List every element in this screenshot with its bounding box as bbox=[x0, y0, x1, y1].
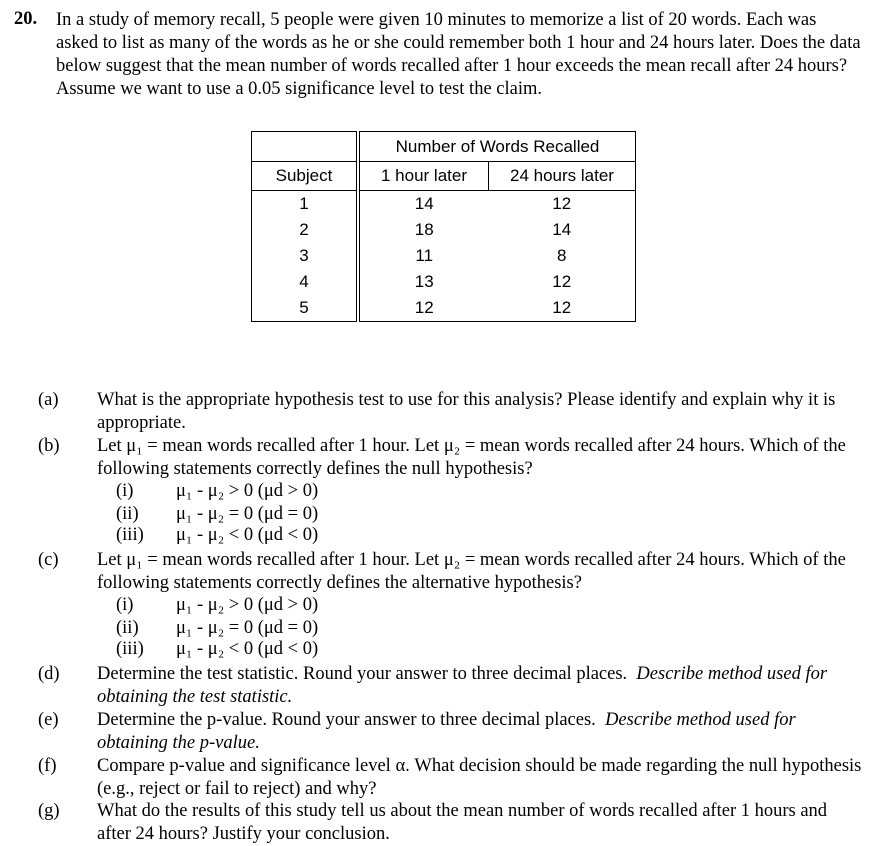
table-group-header: Number of Words Recalled bbox=[358, 132, 636, 162]
table-header-1h: 1 hour later bbox=[358, 162, 489, 191]
part-d-italic: Describe method used for obtaining the test statistic. bbox=[97, 664, 828, 707]
part-f-label: (f) bbox=[38, 756, 57, 776]
part-e-italic: Describe method used for obtaining the p-value. bbox=[97, 710, 796, 753]
part-c-option-expr: μ₁ - μ₂ > 0 (μd > 0) bbox=[176, 595, 319, 615]
part-b-option-label: (i) bbox=[116, 481, 134, 501]
cell-subject: 4 bbox=[252, 269, 359, 295]
table-row bbox=[252, 191, 636, 218]
part-g-label: (g) bbox=[38, 801, 60, 821]
cell-24h: 12 bbox=[552, 272, 572, 291]
cell-1h: 13 bbox=[414, 272, 434, 291]
part-a-label: (a) bbox=[38, 390, 59, 410]
table-header-subject: Subject bbox=[252, 162, 359, 191]
part-c-option-expr: μ₁ - μ₂ < 0 (μd < 0) bbox=[176, 639, 319, 659]
part-g-text: What do the results of this study tell us about the mean number of words recalled after 1 hours and after 24 hours? Justify your conclusion. bbox=[97, 801, 828, 844]
cell-24h: 12 bbox=[552, 194, 572, 213]
part-c-label: (c) bbox=[38, 550, 59, 570]
table-corner-cell bbox=[252, 132, 359, 162]
data-table bbox=[251, 131, 636, 322]
part-a-text: What is the appropriate hypothesis test to use for this analysis? Please identify and explain why it is appropriate. bbox=[97, 390, 836, 433]
part-c-text: Let μ₁ = mean words recalled after 1 hour. Let μ₂ = mean words recalled after 24 hours. Which of the following statements correctly defines the alternative hypothesis? bbox=[97, 550, 846, 593]
table-row bbox=[252, 243, 636, 269]
cell-24h: 8 bbox=[557, 246, 567, 265]
cell-24h: 12 bbox=[552, 298, 572, 317]
part-b-option-expr: μ₁ - μ₂ < 0 (μd < 0) bbox=[176, 525, 319, 545]
cell-subject: 3 bbox=[252, 243, 359, 269]
part-b-option-expr: μ₁ - μ₂ = 0 (μd = 0) bbox=[176, 504, 319, 524]
question-number: 20. bbox=[14, 9, 38, 29]
table-row bbox=[252, 269, 636, 295]
part-c-option-label: (iii) bbox=[116, 639, 144, 659]
part-b-text: Let μ₁ = mean words recalled after 1 hour. Let μ₂ = mean words recalled after 24 hours. Which of the following statements correctly defines the null hypothesis? bbox=[97, 436, 846, 479]
cell-1h: 12 bbox=[414, 298, 434, 317]
table-row bbox=[252, 295, 636, 322]
part-b-label: (b) bbox=[38, 436, 60, 456]
part-f-text: Compare p-value and significance level α. What decision should be made regarding the null hypothesis (e.g., reject or fail to reject) and why? bbox=[97, 756, 862, 799]
part-e-label: (e) bbox=[38, 710, 59, 730]
part-e-text: Determine the p-value. Round your answer to three decimal places. bbox=[97, 710, 596, 730]
part-c-option-label: (i) bbox=[116, 595, 134, 615]
part-b-option-expr: μ₁ - μ₂ > 0 (μd > 0) bbox=[176, 481, 319, 501]
part-c-option-label: (ii) bbox=[116, 618, 139, 638]
part-b-option-label: (ii) bbox=[116, 504, 139, 524]
cell-1h: 18 bbox=[414, 220, 434, 239]
cell-1h: 11 bbox=[415, 246, 434, 265]
question-text: In a study of memory recall, 5 people were given 10 minutes to memorize a list of 20 words. Each was asked to list as many of the words as he or she could remember both 1 hour and 24 hours later. Does the data below suggest that the mean number of words recalled after 1 hour exceeds the mean recall after 24 hours? Assume we want to use a 0.05 significance level to test the claim. bbox=[56, 10, 861, 99]
cell-1h: 14 bbox=[414, 194, 434, 213]
cell-subject: 5 bbox=[252, 295, 359, 322]
table-header-24h: 24 hours later bbox=[489, 162, 636, 191]
part-e-body bbox=[97, 709, 862, 755]
part-d-text: Determine the test statistic. Round your answer to three decimal places. bbox=[97, 664, 628, 684]
part-c-option-expr: μ₁ - μ₂ = 0 (μd = 0) bbox=[176, 618, 319, 638]
cell-subject: 1 bbox=[252, 191, 359, 218]
cell-subject: 2 bbox=[252, 217, 359, 243]
part-d-body bbox=[97, 663, 862, 709]
cell-24h: 14 bbox=[552, 220, 572, 239]
part-d-label: (d) bbox=[38, 664, 60, 684]
table-row bbox=[252, 217, 636, 243]
part-b-option-label: (iii) bbox=[116, 525, 144, 545]
